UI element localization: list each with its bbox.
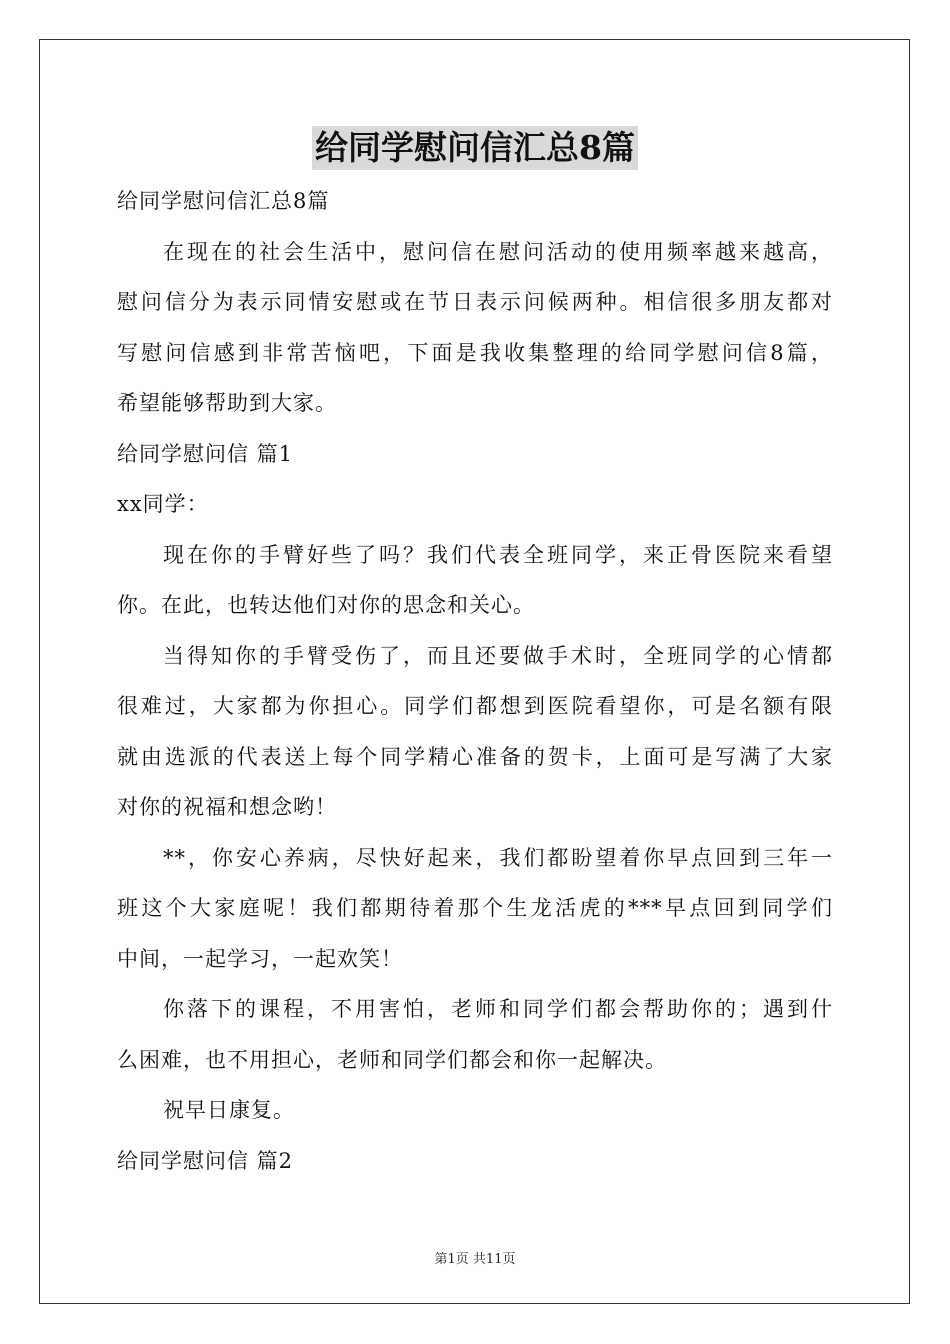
text-line: 现在你的手臂好些了吗？我们代表全班同学，来正骨医院来看望 <box>163 542 833 567</box>
text-line: 给同学慰问信 篇1 <box>117 441 294 466</box>
document-body <box>117 176 833 1186</box>
text-line: 慰问信分为表示同情安慰或在节日表示问候两种。相信很多朋友都对 <box>117 290 833 314</box>
text-line: 中间，一起学习，一起欢笑！ <box>117 946 403 971</box>
text-line: 么困难，也不用担心，老师和同学们都会和你一起解决。 <box>117 1047 667 1072</box>
text-line: 对你的祝福和想念哟！ <box>117 795 337 819</box>
text-line: 写慰问信感到非常苦恼吧，下面是我收集整理的给同学慰问信8篇， <box>117 340 833 365</box>
title-container <box>0 126 950 170</box>
text-line: 就由选派的代表送上每个同学精心准备的贺卡，上面可是写满了大家 <box>117 744 833 769</box>
text-line: **，你安心养病，尽快好起来，我们都盼望着你早点回到三年一 <box>163 845 833 870</box>
text-line: 给同学慰问信 篇2 <box>117 1148 294 1173</box>
document-title: 给同学慰问信汇总8篇 <box>312 126 638 170</box>
text-line: 你落下的课程，不用害怕，老师和同学们都会帮助你的；遇到什 <box>163 997 833 1021</box>
text-line: 希望能够帮助到大家。 <box>117 391 337 415</box>
text-line: xx同学： <box>117 492 209 516</box>
page-footer: 第1页 共11页 <box>434 1252 516 1267</box>
text-line: 当得知你的手臂受伤了，而且还要做手术时，全班同学的心情都 <box>163 643 833 668</box>
text-line: 祝早日康复。 <box>163 1098 295 1122</box>
text-line: 你。在此，也转达他们对你的思念和关心。 <box>117 593 535 617</box>
text-line: 给同学慰问信汇总8篇 <box>117 189 330 213</box>
text-line: 在现在的社会生活中，慰问信在慰问活动的使用频率越来越高， <box>163 239 833 264</box>
text-line: 很难过，大家都为你担心。同学们都想到医院看望你，可是名额有限 <box>117 694 833 718</box>
text-line: 班这个大家庭呢！我们都期待着那个生龙活虎的***早点回到同学们 <box>117 896 833 920</box>
